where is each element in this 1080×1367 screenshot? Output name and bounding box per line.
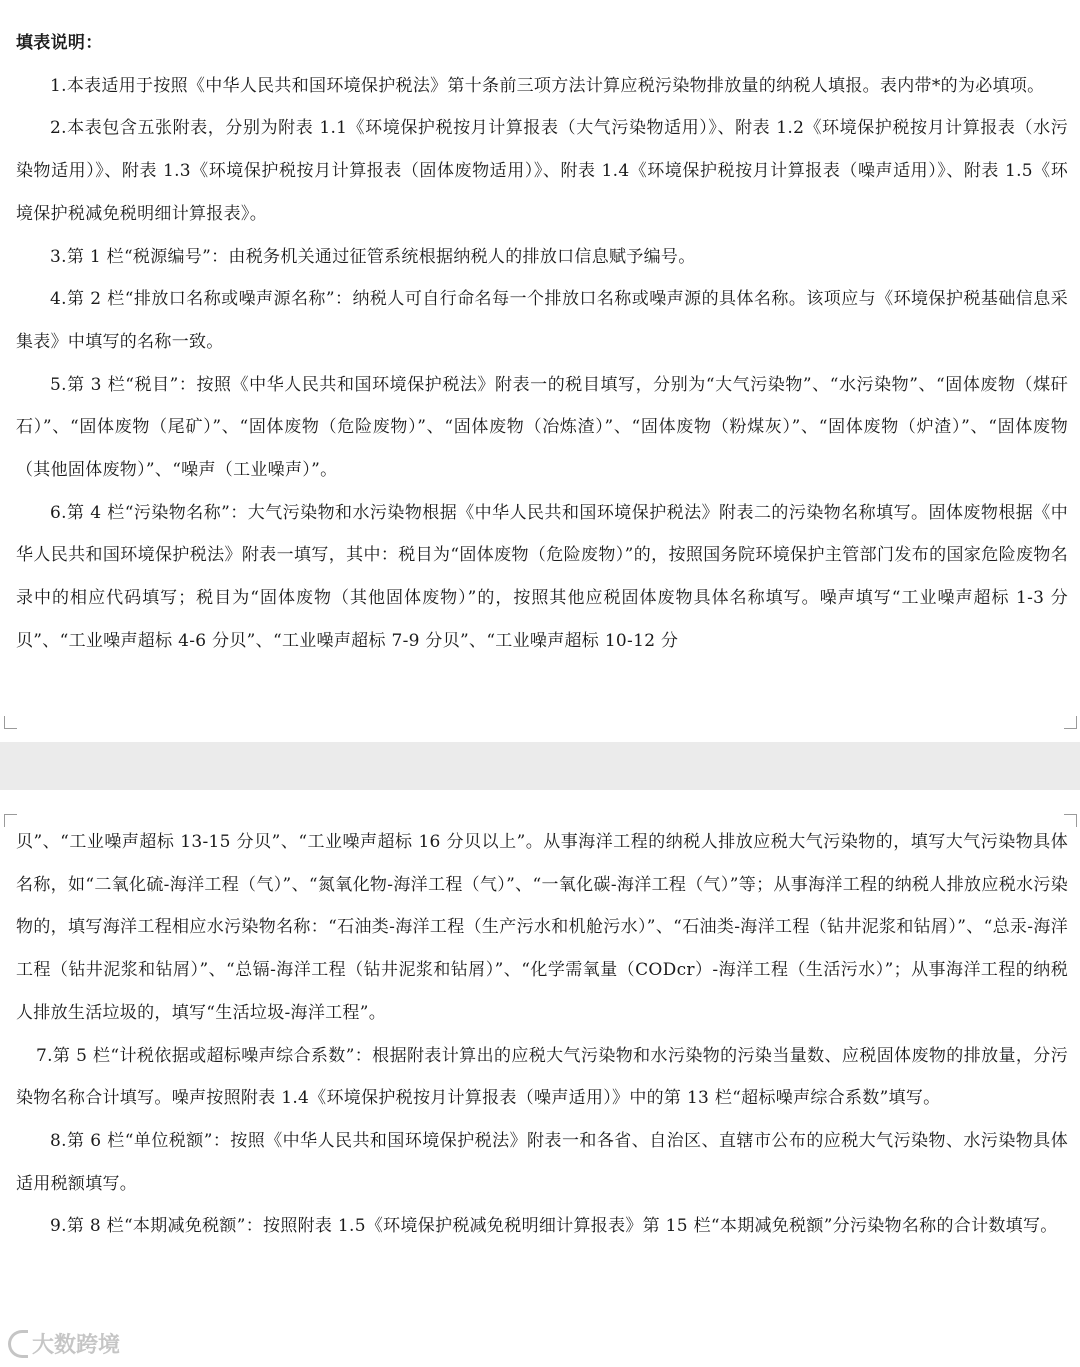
instruction-9: 9.第 8 栏“本期减免税额”：按照附表 1.5《环境保护税减免税明细计算报表》第 15 栏“本期减免税额”分污染物名称的合计数填写。 [50,1216,1058,1237]
instruction-7: 7.第 5 栏“计税依据或超标噪声综合系数”：根据附表计算出的应税大气污染物和水污染物的污染当量数、应税固体废物的排放量，分污染物名称合计填写。噪声按照附表 1.4《环境保护税按月计算报表（噪声适用）》中的第 13 栏“超标噪声综合系数”填写。 [16,1045,1068,1109]
instruction-4: 4.第 2 栏“排放口名称或噪声源名称”：纳税人可自行命名每一个排放口名称或噪声源的具体名称。该项应与《环境保护税基础信息采集表》中填写的名称一致。 [16,289,1068,352]
instruction-1: 1.本表适用于按照《中华人民共和国环境保护税法》第十条前三项方法计算应税污染物排放量的纳税人填报。表内带*的为必填项。 [50,75,1045,96]
instruction-3: 3.第 1 栏“税源编号”：由税务机关通过征管系统根据纳税人的排放口信息赋予编号。 [50,246,696,267]
page-2-text [16,821,1068,1248]
document-page-2 [0,790,1080,1367]
instruction-6: 6.第 4 栏“污染物名称”：大气污染物和水污染物根据《中华人民共和国环境保护税法》附表二的污染物名称填写。固体废物根据《中华人民共和国环境保护税法》附表一填写，其中：税目为“固体废物（危险废物）”的，按照国务院环境保护主管部门发布的国家危险废物名录中的相应代码填写；税目为“固体废物（其他固体废物）”的，按照其他应税固体废物具体名称填写。噪声填写“工业噪声超标 1-3 分贝”、“工业噪声超标 4-6 分贝”、“工业噪声超标 7-9 分贝”、“工业噪声超标 10-12 分 [16,502,1068,651]
instruction-6-continued: 贝”、“工业噪声超标 13-15 分贝”、“工业噪声超标 16 分贝以上”。从事海洋工程的纳税人排放应税大气污染物的，填写大气污染物具体名称，如“二氧化硫-海洋工程（气）”、“氮氧化物-海洋工程（气）”、“一氧化碳-海洋工程（气）”等；从事海洋工程的纳税人排放应税水污染物的，填写海洋工程相应水污染物名称：“石油类-海洋工程（生产污水和机舱污水）”、“石油类-海洋工程（钻井泥浆和钻屑）”、“总汞-海洋工程（钻井泥浆和钻屑）”、“总镉-海洋工程（钻井泥浆和钻屑）”、“化学需氧量（CODcr）-海洋工程（生活污水）”；从事海洋工程的纳税人排放生活垃圾的，填写“生活垃圾-海洋工程”。 [16,832,1068,1023]
watermark-text: 大数跨境 [32,1333,121,1358]
watermark-logo-icon [8,1330,28,1358]
section-heading: 填表说明： [16,33,103,53]
page-separator [0,742,1080,790]
page-corner-mark [1064,716,1077,729]
instruction-2: 2.本表包含五张附表，分别为附表 1.1《环境保护税按月计算报表（大气污染物适用）》、附表 1.2《环境保护税按月计算报表（水污染物适用）》、附表 1.3《环境保护税按月计算报表（固体废物适用）》、附表 1.4《环境保护税按月计算报表（噪声适用）》、附表 1.5《环境保护税减免税明细计算报表》。 [16,118,1068,224]
instruction-8: 8.第 6 栏“单位税额”：按照《中华人民共和国环境保护税法》附表一和各省、自治区、直辖市公布的应税大气污染物、水污染物具体适用税额填写。 [16,1130,1068,1194]
page-1-text [16,22,1068,663]
instruction-5: 5.第 3 栏“税目”：按照《中华人民共和国环境保护税法》附表一的税目填写，分别为“大气污染物”、“水污染物”、“固体废物（煤矸石）”、“固体废物（尾矿）”、“固体废物（危险废物）”、“固体废物（冶炼渣）”、“固体废物（粉煤灰）”、“固体废物（炉渣）”、“固体废物（其他固体废物）”、“噪声（工业噪声）”。 [16,374,1069,481]
page-corner-mark [4,716,17,729]
watermark [8,1328,120,1359]
